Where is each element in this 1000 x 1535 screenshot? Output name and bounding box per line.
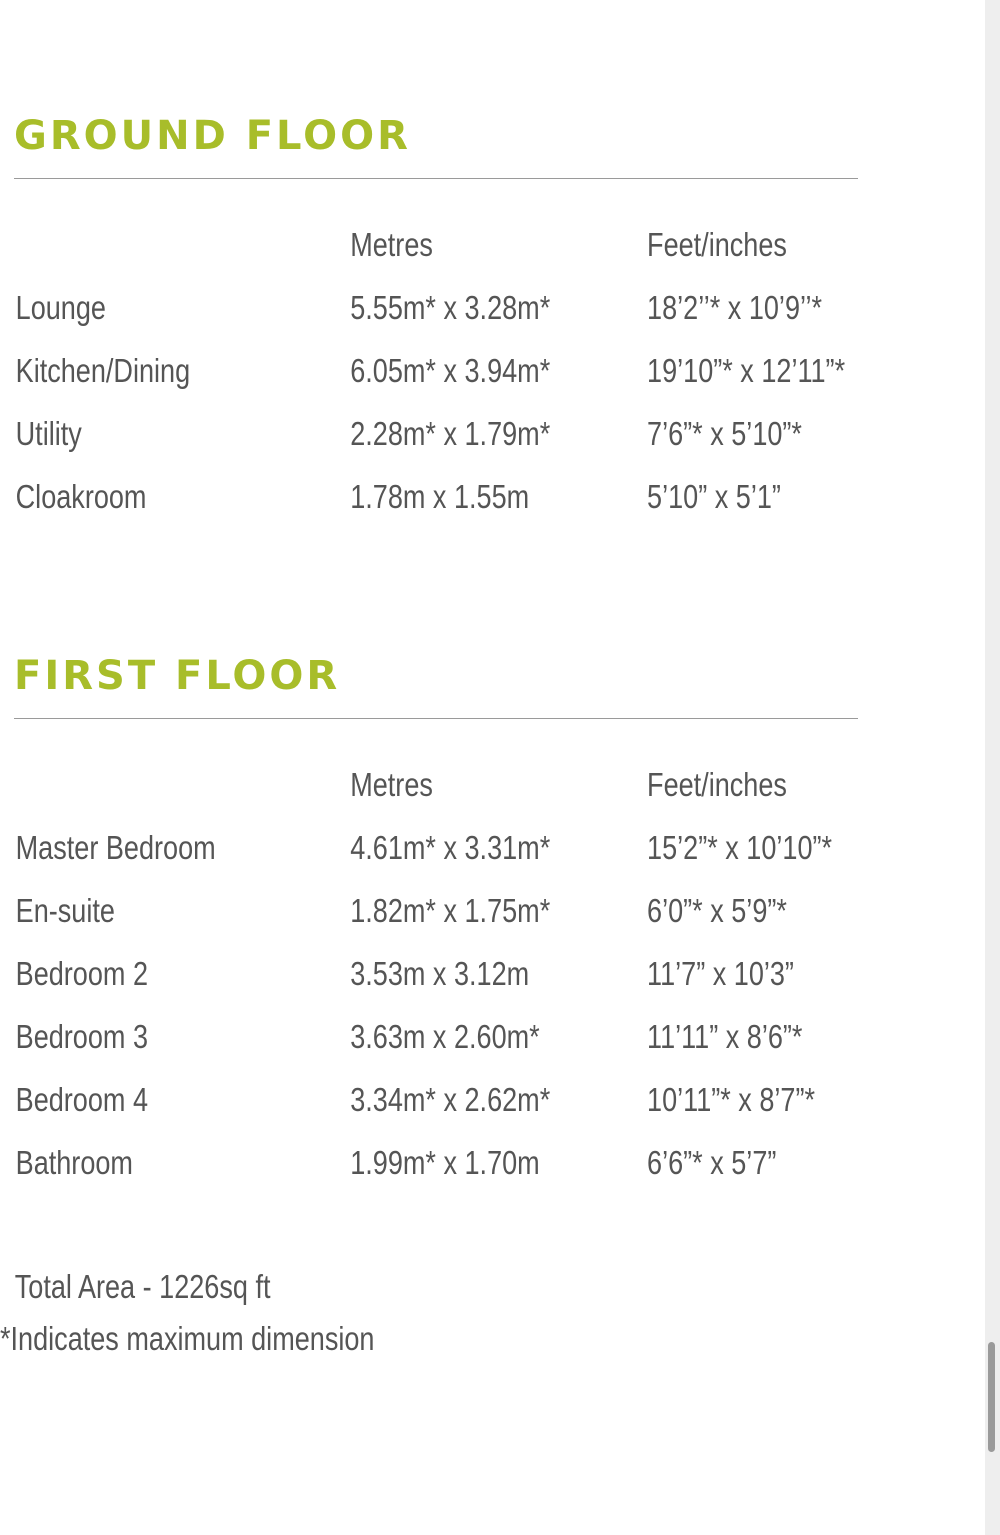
header-feet: Feet/inches: [647, 226, 787, 263]
table-row: [14, 1143, 858, 1206]
room-metres: 3.63m x 2.60m*: [350, 1018, 540, 1055]
table-row: [14, 414, 858, 477]
room-name: Kitchen/Dining: [15, 352, 191, 389]
first-floor-section: [14, 648, 858, 1206]
table-row: [14, 288, 858, 351]
dimension-note: *Indicates maximum dimension: [0, 1320, 375, 1357]
ground-floor-section: [14, 108, 858, 540]
room-metres: 1.99m* x 1.70m: [350, 1144, 540, 1181]
ground-floor-table: [14, 225, 858, 540]
room-feet: 5’10” x 5’1”: [647, 478, 781, 515]
room-name: Lounge: [15, 289, 106, 326]
table-row: [14, 828, 858, 891]
room-metres: 6.05m* x 3.94m*: [350, 352, 551, 389]
first-floor-table: [14, 765, 858, 1206]
table-row: [14, 954, 858, 1017]
header-metres: Metres: [350, 766, 433, 803]
footer-notes: [0, 1262, 738, 1364]
room-name: Bedroom 3: [15, 1018, 149, 1055]
room-feet: 19’10”* x 12’11”*: [647, 352, 846, 389]
room-feet: 10’11”* x 8’7”*: [647, 1081, 816, 1118]
table-row: [14, 477, 858, 540]
ground-floor-divider: [14, 178, 858, 179]
room-feet: 6’0”* x 5’9”*: [647, 892, 787, 929]
table-header-row: [14, 765, 858, 828]
room-name: Cloakroom: [15, 478, 147, 515]
room-feet: 6’6”* x 5’7”: [647, 1144, 777, 1181]
room-metres: 5.55m* x 3.28m*: [350, 289, 551, 326]
room-name: En-suite: [15, 892, 115, 929]
room-metres: 4.61m* x 3.31m*: [350, 829, 551, 866]
first-floor-divider: [14, 718, 858, 719]
room-metres: 1.78m x 1.55m: [350, 478, 530, 515]
room-name: Bedroom 4: [15, 1081, 149, 1118]
room-name: Bedroom 2: [15, 955, 149, 992]
scrollbar-thumb[interactable]: [988, 1342, 995, 1452]
first-floor-title: FIRST FLOOR: [14, 653, 341, 699]
room-feet: 7’6”* x 5’10”*: [647, 415, 802, 452]
total-area: Total Area - 1226sq ft: [14, 1268, 271, 1305]
header-metres: Metres: [350, 226, 433, 263]
room-metres: 3.34m* x 2.62m*: [350, 1081, 551, 1118]
room-name: Master Bedroom: [15, 829, 216, 866]
room-name: Bathroom: [15, 1144, 133, 1181]
table-row: [14, 891, 858, 954]
table-row: [14, 1017, 858, 1080]
table-row: [14, 1080, 858, 1143]
header-feet: Feet/inches: [647, 766, 787, 803]
scrollbar-track[interactable]: [985, 0, 1000, 1535]
room-name: Utility: [15, 415, 82, 452]
room-feet: 11’7” x 10’3”: [647, 955, 794, 992]
room-feet: 18’2’’* x 10’9’’*: [647, 289, 823, 326]
room-feet: 15’2”* x 10’10”*: [647, 829, 833, 866]
room-metres: 1.82m* x 1.75m*: [350, 892, 551, 929]
table-row: [14, 351, 858, 414]
room-metres: 2.28m* x 1.79m*: [350, 415, 551, 452]
room-metres: 3.53m x 3.12m: [350, 955, 530, 992]
room-feet: 11’11” x 8’6”*: [647, 1018, 803, 1055]
ground-floor-title: GROUND FLOOR: [14, 113, 411, 159]
table-header-row: [14, 225, 858, 288]
